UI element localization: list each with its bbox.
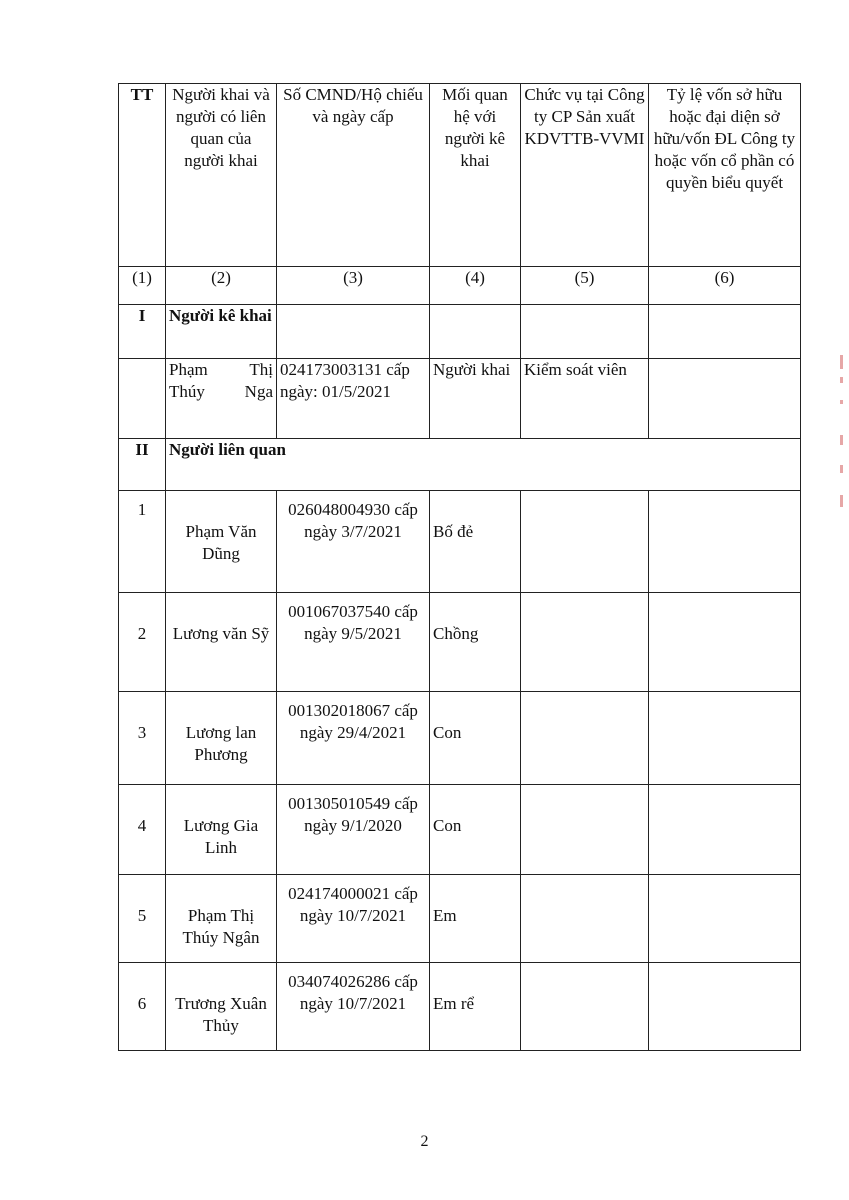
header-relation: Mối quan hệ với người kê khai	[430, 84, 521, 267]
table-row	[119, 692, 801, 785]
person-share	[649, 593, 801, 692]
col-number: (6)	[649, 267, 801, 305]
person-share	[649, 963, 801, 1051]
person-relation: Con	[430, 785, 521, 875]
person-relation: Người khai	[430, 359, 521, 439]
header-row	[119, 84, 801, 267]
person-name: Lương lan Phương	[166, 692, 277, 785]
person-position	[521, 875, 649, 963]
header-share: Tỷ lệ vốn sở hữu hoặc đại diện sở hữu/vốn ĐL Công ty hoặc vốn cổ phần có quyền biểu quyết	[649, 84, 801, 267]
table-row	[119, 963, 801, 1051]
col-number: (5)	[521, 267, 649, 305]
row-number: 5	[119, 875, 166, 963]
person-name: Phạm Thị Thúy Ngân	[166, 875, 277, 963]
section-numeral: II	[119, 439, 166, 491]
person-id: 026048004930 cấp ngày 3/7/2021	[277, 491, 430, 593]
section-title: Người kê khai	[166, 305, 277, 359]
col-number: (2)	[166, 267, 277, 305]
person-relation: Bố đẻ	[430, 491, 521, 593]
person-id: 034074026286 cấp ngày 10/7/2021	[277, 963, 430, 1051]
person-position	[521, 692, 649, 785]
header-tt: TT	[119, 84, 166, 267]
person-name: Phạm Văn Dũng	[166, 491, 277, 593]
person-name: Lương văn Sỹ	[166, 593, 277, 692]
table-row	[119, 875, 801, 963]
header-person: Người khai và người có liên quan của người khai	[166, 84, 277, 267]
col-number: (4)	[430, 267, 521, 305]
row-number: 4	[119, 785, 166, 875]
table-row	[119, 785, 801, 875]
row-number: 6	[119, 963, 166, 1051]
person-id: 024174000021 cấp ngày 10/7/2021	[277, 875, 430, 963]
person-name: Lương Gia Linh	[166, 785, 277, 875]
column-number-row	[119, 267, 801, 305]
person-relation: Em	[430, 875, 521, 963]
person-id: 024173003131 cấp ngày: 01/5/2021	[277, 359, 430, 439]
col-number: (3)	[277, 267, 430, 305]
section-title: Người liên quan	[166, 439, 801, 491]
declaration-table	[118, 83, 801, 1051]
person-share	[649, 875, 801, 963]
person-position	[521, 593, 649, 692]
header-id: Số CMND/Hộ chiếu và ngày cấp	[277, 84, 430, 267]
person-id: 001067037540 cấp ngày 9/5/2021	[277, 593, 430, 692]
person-position	[521, 785, 649, 875]
person-relation: Con	[430, 692, 521, 785]
row-number: 3	[119, 692, 166, 785]
scan-artifact	[840, 355, 846, 515]
section-numeral: I	[119, 305, 166, 359]
person-share	[649, 359, 801, 439]
person-share	[649, 491, 801, 593]
person-relation: Em rể	[430, 963, 521, 1051]
col-number: (1)	[119, 267, 166, 305]
person-position	[521, 963, 649, 1051]
row-number: 1	[119, 491, 166, 593]
section-ii-row	[119, 439, 801, 491]
person-share	[649, 785, 801, 875]
table-row	[119, 491, 801, 593]
row-number: 2	[119, 593, 166, 692]
section-i-row	[119, 305, 801, 359]
person-position: Kiểm soát viên	[521, 359, 649, 439]
person-name: Trương Xuân Thủy	[166, 963, 277, 1051]
person-position	[521, 491, 649, 593]
person-id: 001305010549 cấp ngày 9/1/2020	[277, 785, 430, 875]
declarant-row	[119, 359, 801, 439]
person-relation: Chồng	[430, 593, 521, 692]
header-position: Chức vụ tại Công ty CP Sản xuất KDVTTB-VVMI	[521, 84, 649, 267]
person-name: Phạm Thị Thúy Nga	[166, 359, 277, 439]
page-number: 2	[420, 1133, 429, 1150]
table-row	[119, 593, 801, 692]
person-id: 001302018067 cấp ngày 29/4/2021	[277, 692, 430, 785]
person-share	[649, 692, 801, 785]
